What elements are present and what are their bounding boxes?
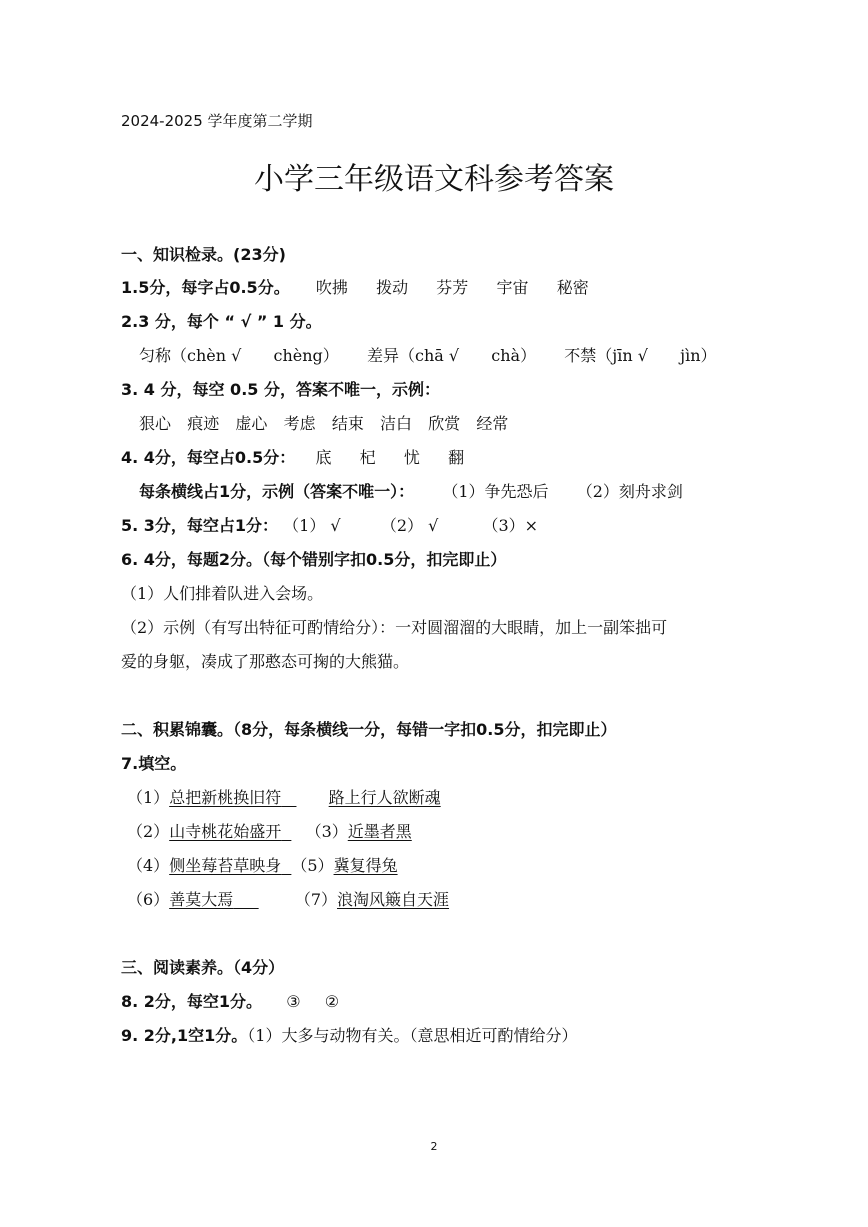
q7-num: （6） xyxy=(127,890,170,909)
q3-word: 痕迹 xyxy=(187,414,220,433)
q7-row xyxy=(127,856,398,876)
q4-char: 忧 xyxy=(403,448,420,467)
q9-line xyxy=(121,1026,577,1046)
term-label: 2024-2025 学年度第二学期 xyxy=(121,112,313,130)
q7-row xyxy=(127,788,441,808)
q7-row xyxy=(127,890,449,910)
q7-answer: 冀复得兔 xyxy=(333,856,398,875)
q1-line xyxy=(121,278,589,298)
q5-item: （3）× xyxy=(482,516,539,535)
q4-sub-line xyxy=(139,482,683,502)
q3-word: 结束 xyxy=(331,414,364,433)
q7-answer: 山寺桃花始盛开 xyxy=(169,822,282,841)
q9-answer: （1）大多与动物有关。（意思相近可酌情给分） xyxy=(247,1026,578,1045)
q2-item: 不禁（jīn √ xyxy=(564,346,648,365)
q3-word: 考虑 xyxy=(283,414,316,433)
q7-answer: 善莫大焉 xyxy=(169,890,234,909)
q4-sub-item: （1）争先恐后 xyxy=(442,482,549,501)
q4-char: 底 xyxy=(315,448,332,467)
page-number: 2 xyxy=(430,1140,438,1153)
q2-item: chà） xyxy=(491,346,537,365)
q8-label: 8. 2分，每空1分。 xyxy=(121,992,263,1011)
q2-item: jìn） xyxy=(680,346,717,365)
q6-answer-2-line2: 爱的身躯，凑成了那憨态可掬的大熊猫。 xyxy=(121,652,410,671)
q1-word: 吹拂 xyxy=(315,278,348,297)
q7-num: （7） xyxy=(294,890,338,909)
q7-answer: 侧坐莓苔草映身 xyxy=(169,856,282,875)
q7-answer: 近墨者黑 xyxy=(347,822,412,841)
q8-line xyxy=(121,992,339,1012)
q2-item: 匀称（chèn √ xyxy=(139,346,242,365)
q7-num: （1） xyxy=(127,788,170,807)
q7-answer: 总把新桃换旧符 xyxy=(169,788,282,807)
q8-answer: ③ xyxy=(286,992,301,1011)
q7-answer: 浪淘风簸自天涯 xyxy=(337,890,450,909)
q6-answer-1: （1）人们排着队进入会场。 xyxy=(121,584,324,603)
q3-word: 洁白 xyxy=(380,414,413,433)
q2-label: 2.3 分，每个 “ √ ” 1 分。 xyxy=(121,312,322,331)
q8-answer: ② xyxy=(324,992,340,1011)
q2-item: 差异（chā √ xyxy=(367,346,460,365)
q7-label: 7.填空。 xyxy=(121,754,187,773)
q4-sub-item: （2）刻舟求剑 xyxy=(576,482,683,501)
q4-label: 4. 4分，每空占0.5分： xyxy=(121,448,296,467)
q5-item: （2） √ xyxy=(380,516,439,535)
q7-num: （3） xyxy=(305,822,348,841)
q7-row xyxy=(127,822,412,842)
q1-word: 秘密 xyxy=(556,278,589,297)
q1-word: 拨动 xyxy=(376,278,409,297)
q3-word: 欣赏 xyxy=(428,414,461,433)
q7-answer: 路上行人欲断魂 xyxy=(328,788,441,807)
q7-num: （5） xyxy=(291,856,334,875)
section3-heading: 三、阅读素养。（4分） xyxy=(121,958,285,977)
q3-word: 虚心 xyxy=(235,414,268,433)
page-title: 小学三年级语文科参考答案 xyxy=(254,162,614,197)
q4-char: 杞 xyxy=(359,448,376,467)
q3-word: 经常 xyxy=(476,414,509,433)
q1-word: 芬芳 xyxy=(436,278,469,297)
q7-num: （2） xyxy=(127,822,170,841)
q2-answers xyxy=(139,346,717,366)
q2-item: chèng） xyxy=(273,346,339,365)
q5-item: （1） √ xyxy=(283,516,341,535)
q1-word: 宇宙 xyxy=(496,278,529,297)
q5-label: 5. 3分，每空占1分： xyxy=(121,516,279,535)
q3-word: 狠心 xyxy=(139,414,172,433)
q9-label: 9. 2分,1空1分。 xyxy=(121,1026,248,1045)
q4-char: 翻 xyxy=(448,448,465,467)
q5-line xyxy=(121,516,538,536)
q4-line xyxy=(121,448,464,468)
section2-heading: 二、积累锦囊。（8分，每条横线一分，每错一字扣0.5分，扣完即止） xyxy=(121,720,617,739)
q3-label: 3. 4 分，每空 0.5 分，答案不唯一，示例： xyxy=(121,380,440,399)
q6-label: 6. 4分，每题2分。（每个错别字扣0.5分，扣完即止） xyxy=(121,550,507,569)
q3-answers xyxy=(139,414,508,434)
q7-num: （4） xyxy=(127,856,170,875)
q4-sub-label: 每条横线占1分，示例（答案不唯一）： xyxy=(139,482,415,501)
q1-label: 1.5分，每字占0.5分。 xyxy=(121,278,290,297)
q6-answer-2-line1: （2）示例（有写出特征可酌情给分）：一对圆溜溜的大眼睛，加上一副笨拙可 xyxy=(121,618,668,637)
section1-heading: 一、知识检录。(23分) xyxy=(121,245,286,264)
